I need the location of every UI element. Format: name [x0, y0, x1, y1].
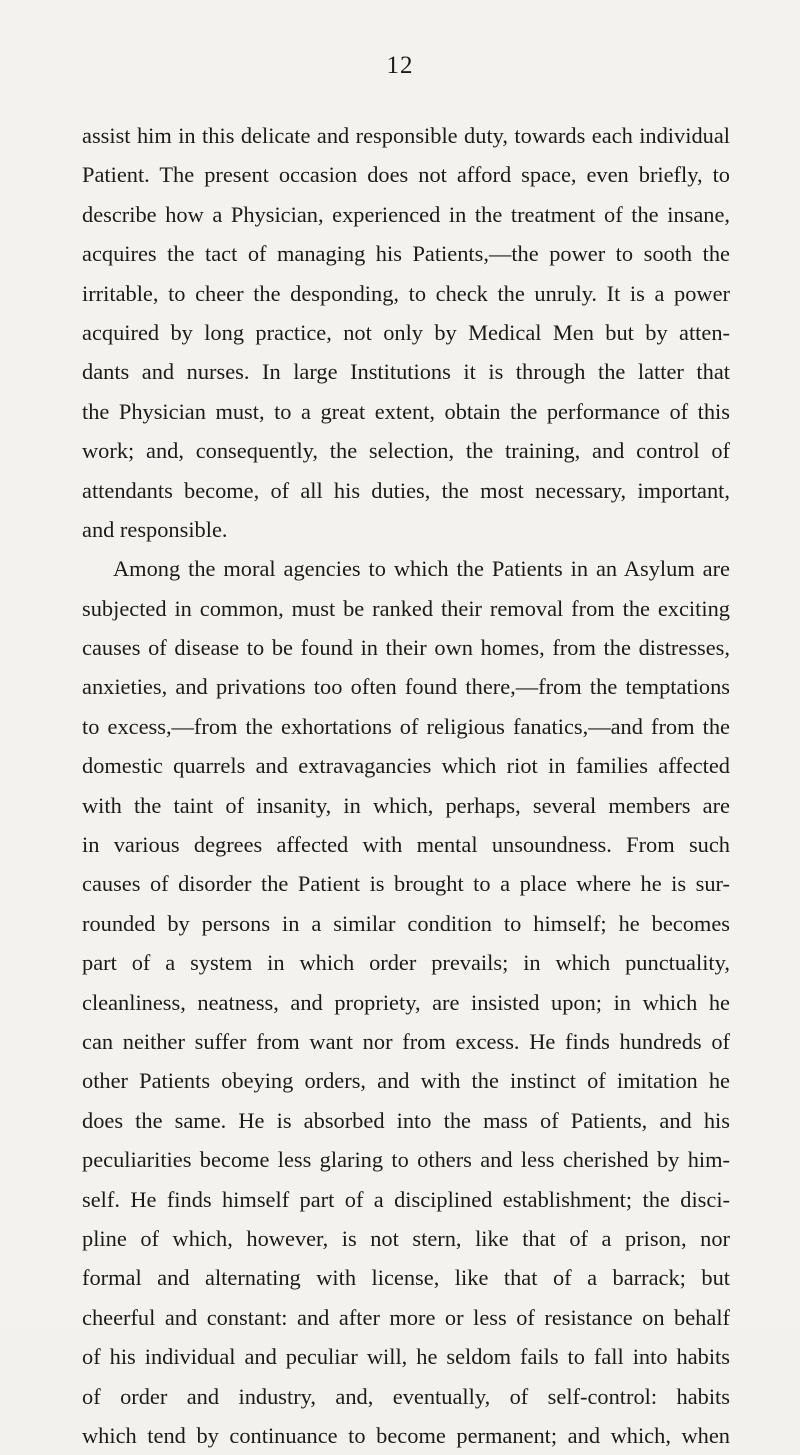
text-line: irritable, to cheer the desponding, to check the unruly. It is a power [82, 280, 730, 306]
text-line: other Patients obeying orders, and with the instinct of imitation he [82, 1068, 730, 1094]
text-line: subjected in common, must be ranked their removal from the exciting [82, 595, 730, 621]
text-line: with the taint of insanity, in which, perhaps, several members are [82, 792, 730, 818]
text-line: of order and industry, and, eventually, of self-control: habits [82, 1383, 730, 1409]
text-line: does the same. He is absorbed into the mass of Patients, and his [82, 1107, 730, 1133]
text-line: self. He finds himself part of a disciplined establishment; the disci- [82, 1186, 730, 1212]
text-line: Patient. The present occasion does not afford space, even briefly, to [82, 162, 730, 188]
text-line: attendants become, of all his duties, the most necessary, important, [82, 477, 730, 503]
text-line: acquired by long practice, not only by Medical Men but by atten- [82, 319, 730, 345]
text-line: cheerful and constant: and after more or less of resistance on behalf [82, 1304, 730, 1330]
text-line: peculiarities become less glaring to others and less cherished by him- [82, 1147, 730, 1173]
text-line: work; and, consequently, the selection, the training, and control of [82, 438, 730, 464]
text-line: the Physician must, to a great extent, obtain the performance of this [82, 398, 730, 424]
text-line: describe how a Physician, experienced in the treatment of the insane, [82, 201, 730, 227]
text-line: and responsible. [82, 516, 228, 542]
text-line: pline of which, however, is not stern, like that of a prison, nor [82, 1225, 730, 1251]
body-text [82, 116, 730, 1455]
page-number: 12 [386, 52, 414, 79]
text-line: causes of disorder the Patient is brought to a place where he is sur- [82, 871, 730, 897]
text-line: part of a system in which order prevails; in which punctuality, [82, 950, 730, 976]
text-line: acquires the tact of managing his Patients,—the power to sooth the [82, 241, 730, 267]
text-line: cleanliness, neatness, and propriety, are insisted upon; in which he [82, 989, 730, 1015]
text-line: can neither suffer from want nor from excess. He finds hundreds of [82, 1028, 730, 1054]
text-line: assist him in this delicate and responsible duty, towards each individual [82, 123, 730, 148]
text-line: in various degrees affected with mental unsoundness. From such [82, 832, 730, 858]
text-line: dants and nurses. In large Institutions it is through the latter that [82, 359, 730, 385]
text-line: to excess,—from the exhortations of religious fanatics,—and from the [82, 713, 730, 739]
text-line: formal and alternating with license, like that of a barrack; but [82, 1265, 730, 1291]
text-line: anxieties, and privations too often found there,—from the temptations [82, 674, 730, 700]
text-line: causes of disease to be found in their own homes, from the distresses, [82, 635, 730, 661]
text-line: of his individual and peculiar will, he seldom fails to fall into habits [82, 1344, 730, 1370]
text-line: which tend by continuance to become permanent; and which, when [82, 1422, 730, 1448]
text-line: Among the moral agencies to which the Patients in an Asylum are [113, 556, 730, 582]
text-line: domestic quarrels and extravagancies which riot in families affected [82, 753, 730, 779]
text-line: rounded by persons in a similar condition to himself; he becomes [82, 910, 730, 936]
